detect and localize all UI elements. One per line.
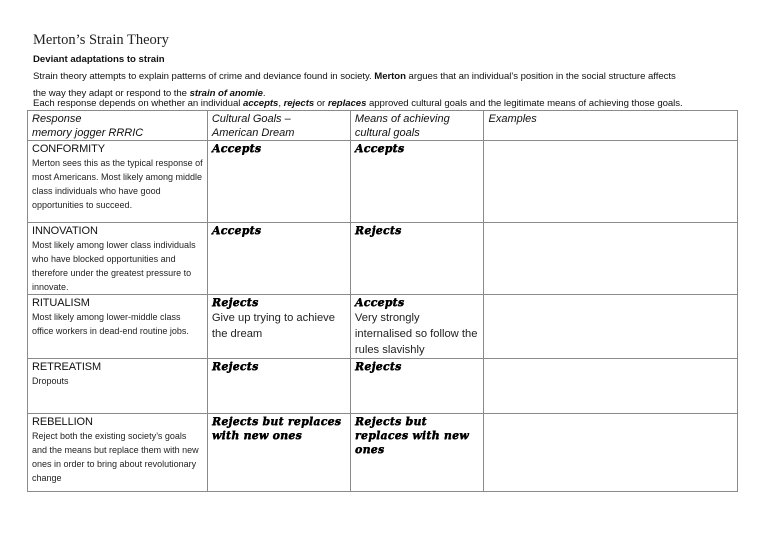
goals-verdict: Accepts	[211, 142, 262, 155]
goals-verdict: Accepts	[211, 224, 262, 237]
header-cultural-goals	[207, 111, 350, 141]
response-name: REBELLION	[32, 416, 93, 428]
response-description: Reject both the existing society’s goals and the means but replace them with new ones in order to bring about revolutionary change	[32, 431, 199, 483]
examples-cell[interactable]	[484, 359, 738, 414]
means-verdict: Rejects	[354, 224, 402, 237]
document-title: Merton’s Strain Theory	[33, 32, 169, 48]
response-description: Most likely among lower class individuals who have blocked opportunities and therefore under the greatest pressure to innovate.	[32, 240, 196, 292]
responses-paragraph	[33, 98, 683, 109]
response-cell	[28, 141, 208, 223]
response-cell	[28, 223, 208, 295]
table-row-retreatism	[28, 359, 738, 414]
intro-paragraph-line1	[33, 71, 676, 82]
response-name: RITUALISM	[32, 297, 90, 309]
goals-verdict: Rejects	[211, 360, 259, 373]
means-cell	[350, 359, 484, 414]
intro-text: Strain theory attempts to explain patterns of crime and deviance found in society.	[33, 71, 375, 82]
response-cell	[28, 295, 208, 359]
separator: ,	[278, 98, 284, 109]
strain-theory-table	[27, 110, 738, 492]
rejects-emphasis: rejects	[283, 98, 315, 109]
means-cell	[350, 295, 484, 359]
response-description: Merton sees this as the typical response of most Americans. Most likely among middle class individuals who have good opportunities to succeed.	[32, 158, 203, 210]
responses-text: approved cultural goals and the legitimate means of achieving those goals.	[366, 98, 683, 109]
accepts-emphasis: accepts	[242, 98, 279, 109]
means-verdict: Rejects	[354, 360, 402, 373]
goals-verdict: Rejects but replaces with new ones	[211, 415, 342, 442]
header-goals-label: Cultural Goals –	[211, 113, 291, 125]
header-means-sublabel: cultural goals	[354, 127, 420, 139]
means-note: Very strongly internalised so follow the rules slavishly	[354, 312, 478, 356]
table-header-row	[28, 111, 738, 141]
means-verdict: Accepts	[354, 142, 405, 155]
means-cell	[350, 141, 484, 223]
response-name: CONFORMITY	[32, 143, 105, 155]
header-means	[350, 111, 484, 141]
examples-cell[interactable]	[484, 141, 738, 223]
responses-text: Each response depends on whether an individual	[33, 98, 243, 109]
examples-cell[interactable]	[484, 223, 738, 295]
table-row-innovation	[28, 223, 738, 295]
goals-cell	[207, 414, 350, 492]
goals-cell	[207, 223, 350, 295]
means-verdict: Rejects but replaces with new ones	[354, 415, 469, 456]
means-cell	[350, 414, 484, 492]
strain-of-anomie-emphasis: strain of anomie	[189, 88, 263, 99]
response-name: RETREATISM	[32, 361, 102, 373]
goals-cell	[207, 359, 350, 414]
header-examples	[484, 111, 738, 141]
table-row-ritualism	[28, 295, 738, 359]
header-response	[28, 111, 208, 141]
response-description: Most likely among lower-middle class office workers in dead-end routine jobs.	[32, 312, 189, 336]
means-verdict: Accepts	[354, 296, 405, 309]
goals-cell	[207, 141, 350, 223]
header-means-label: Means of achieving	[354, 113, 450, 125]
examples-cell[interactable]	[484, 414, 738, 492]
header-response-sublabel: memory jogger RRRIC	[32, 127, 144, 139]
separator: or	[314, 98, 328, 109]
goals-verdict: Rejects	[211, 296, 259, 309]
goals-cell	[207, 295, 350, 359]
response-description: Dropouts	[32, 376, 69, 386]
document-subtitle: Deviant adaptations to strain	[33, 54, 165, 65]
examples-cell[interactable]	[484, 295, 738, 359]
header-examples-label: Examples	[488, 113, 537, 125]
merton-emphasis: Merton	[374, 71, 406, 82]
header-response-label: Response	[32, 113, 82, 125]
header-goals-sublabel: American Dream	[211, 127, 295, 139]
response-cell	[28, 414, 208, 492]
table-row-conformity	[28, 141, 738, 223]
intro-text: argues that an individual’s position in the social structure affects	[405, 71, 676, 82]
intro-text: .	[262, 88, 266, 99]
response-name: INNOVATION	[32, 225, 98, 237]
table-row-rebellion	[28, 414, 738, 492]
intro-text: the way they adapt or respond to the	[33, 88, 190, 99]
means-cell	[350, 223, 484, 295]
goals-note: Give up trying to achieve the dream	[211, 312, 335, 340]
response-cell	[28, 359, 208, 414]
replaces-emphasis: replaces	[327, 98, 367, 109]
